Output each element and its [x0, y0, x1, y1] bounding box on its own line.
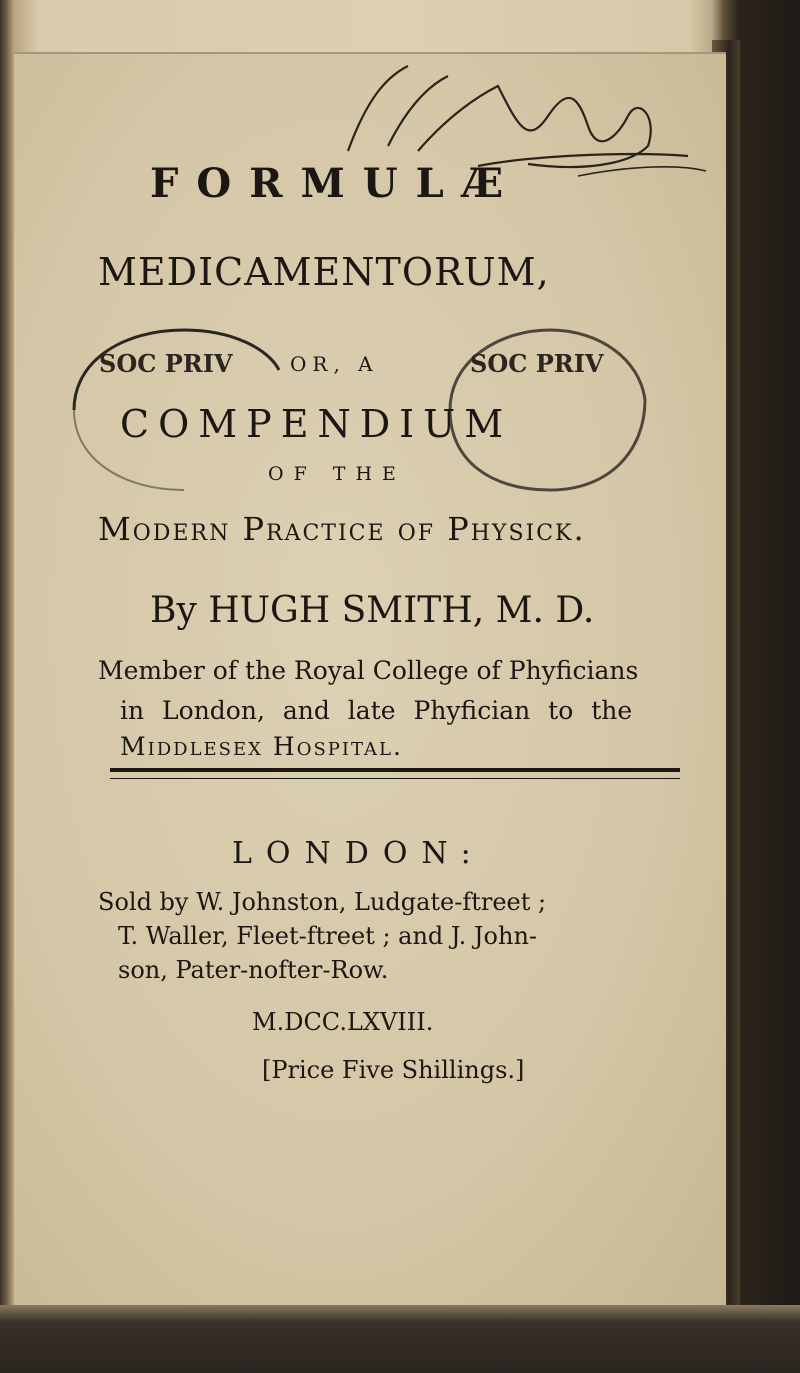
imprint-sold-line-1: Sold by W. Johnston, Ludgate-ftreet ;: [98, 888, 547, 916]
author-credentials-line-3: Middlesex Hospital.: [120, 732, 403, 761]
book-bottom-edge: [0, 1305, 800, 1373]
imprint-sold-line-3: son, Pater-nofter-Row.: [118, 956, 389, 984]
imprint-price: [Price Five Shillings.]: [262, 1056, 525, 1084]
author-byline: By HUGH SMITH, M. D.: [150, 590, 595, 631]
imprint-sold-line-2: T. Waller, Fleet-ftreet ; and J. John-: [118, 922, 538, 950]
imprint-city: LONDON:: [232, 836, 485, 871]
divider-thin: [110, 778, 680, 779]
title-of-the: OF THE: [268, 463, 406, 485]
stamp-left-text: SOC PRIV: [99, 349, 233, 378]
title-compendium: COMPENDIUM: [120, 402, 513, 446]
stamp-right-text: SOC PRIV: [470, 349, 604, 378]
title-line-formulae: FORMULÆ: [150, 160, 522, 207]
divider-thick: [110, 768, 680, 772]
author-credentials-line-1: Member of the Royal College of Phyficians: [98, 656, 639, 685]
title-line-medicamentorum: MEDICAMENTORUM,: [98, 250, 550, 294]
subtitle: Modern Practice of Physick.: [98, 510, 586, 548]
author-credentials-line-2: in London, and late Phyfician to the: [120, 696, 633, 725]
imprint-year: M.DCC.LXVIII.: [252, 1008, 434, 1036]
title-or-a: OR, A: [290, 352, 379, 376]
